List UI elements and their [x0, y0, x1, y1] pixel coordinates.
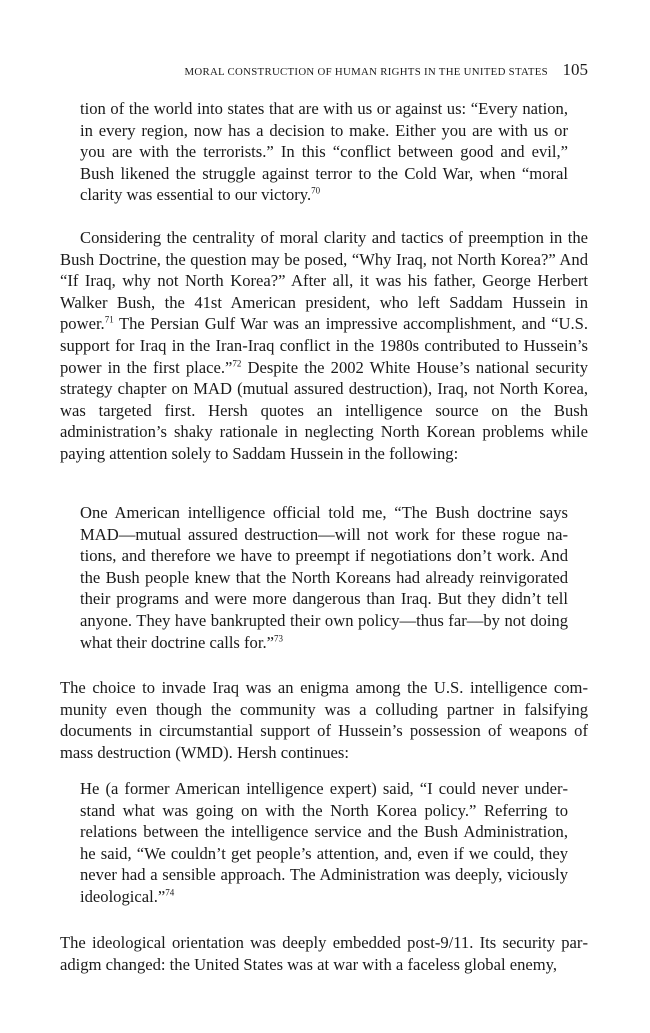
- paragraph-text: Considering the centrality of moral clarity and tactics of preemption in the Bush Doctrine, the question may be posed, “Why Iraq, not North Korea?” And “If Iraq, why not North Korea?” After all, it was his father, George Herbert Walker Bush, the 41st American president, who left Saddam Hussein in power.: [60, 228, 588, 334]
- paragraph-text: Despite the 2002 White House’s national security strategy chapter on MAD (mutual assured destruction), Iraq, not North Korea, was targeted first. Hersh quotes an intelligence source on the Bush administration’s shaky rationale in neglecting North Korean problems while paying attention solely to Saddam Hussein in the following:: [60, 357, 588, 463]
- block-quote: [60, 778, 588, 908]
- page-number: 105: [562, 60, 588, 79]
- quote-paragraph: [80, 778, 568, 908]
- paragraph: [60, 227, 588, 465]
- footnote-marker: 72: [232, 358, 242, 369]
- quote-text: tion of the world into states that are with us or against us: “Every nation, in every region, now has a decision to make. Either you are with us or you are with the terrorists.” In this “conflict between good and evil,” Bush likened the struggle against terror to the Cold War, when “moral clarity was essential to our victory.: [80, 99, 568, 205]
- block-quote: [60, 502, 588, 653]
- paragraph: The ideological orientation was deeply embedded post-9/11. Its security paradigm changed: the United States was at war with a faceless global enemy,: [60, 933, 588, 974]
- body-paragraph: [60, 677, 588, 763]
- quote-paragraph: [80, 502, 568, 653]
- running-header: [60, 60, 588, 84]
- quote-text: He (a former American intelligence expert) said, “I could never understand what was going on with the North Korea policy.” Referring to relations between the intelligence service and the Bush Administration, he said, “We couldn’t get people’s attention, and, even if we could, they never had a sensible approach. The Administration was deeply, viciously ideological.”: [80, 779, 568, 906]
- quote-paragraph: [80, 98, 568, 206]
- running-title: MORAL CONSTRUCTION OF HUMAN RIGHTS IN THE UNITED STATES: [184, 66, 548, 78]
- footnote-marker: 70: [311, 185, 321, 196]
- quote-text: One American intelligence official told me, “The Bush doctrine says MAD—mutual assured destruction—will not work for these rogue nations, and therefore we have to preempt if negotiations don’t work. And the Bush people knew that the North Koreans had already reinvigorated their programs and were more dangerous than Iraq. But they didn’t tell anyone. They have bankrupted their own policy—thus far—by not doing what their doctrine calls for.”: [80, 503, 568, 652]
- paragraph-text: The Persian Gulf War was an impressive accomplishment, and “U.S. support for Iraq in the Iran-Iraq conflict in the 1980s contributed to Hussein’s power in the first place.”: [60, 314, 588, 377]
- footnote-marker: 73: [273, 633, 283, 644]
- footnote-marker: 71: [104, 314, 114, 325]
- paragraph: The choice to invade Iraq was an enigma among the U.S. intelligence community even though the community was a colluding partner in falsifying documents in circumstantial support of Hussein’s possession of weapons of mass destruction (WMD). Hersh continues:: [60, 678, 588, 762]
- block-quote-continued: [60, 98, 588, 206]
- body-paragraph: [60, 227, 588, 465]
- body-paragraph: [60, 932, 588, 975]
- footnote-marker: 74: [165, 887, 175, 898]
